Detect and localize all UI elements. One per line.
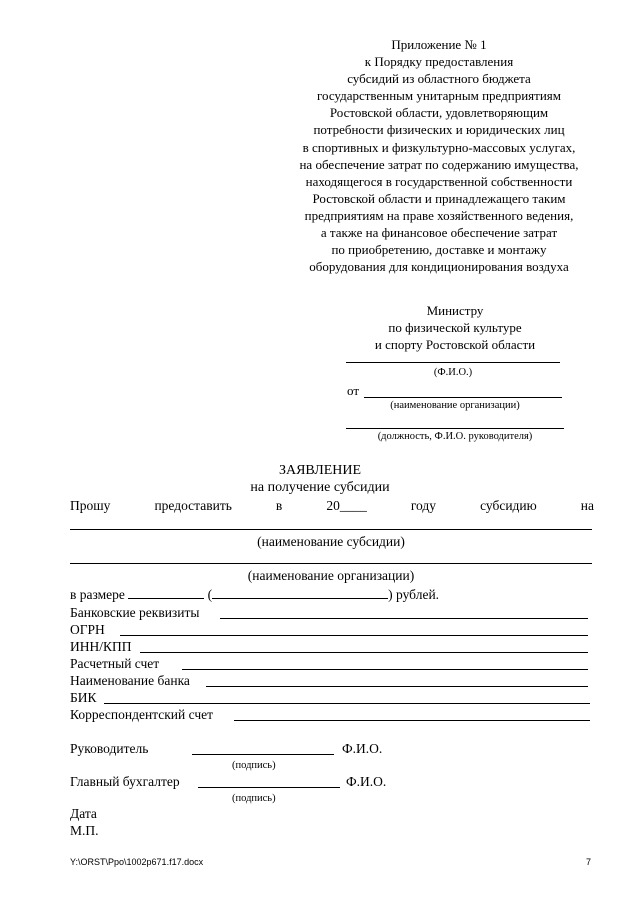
appendix-line: потребности физических и юридических лиц [313,122,565,138]
appendix-line: находящегося в государственной собственности [305,173,573,189]
correspondent-account-label: Корреспондентский счет [70,707,214,722]
request-word: субсидию [480,498,537,513]
appendix-line: предприятиям на праве хозяйственного ведения, [304,207,574,223]
bik-field[interactable] [104,690,590,704]
subsidy-caption: (наименование субсидии) [257,534,405,549]
ogrn-field[interactable] [120,622,588,636]
addressee-line: Министру [426,303,484,318]
inn-kpp-label: ИНН/КПП [70,639,132,654]
request-word: на [580,498,594,513]
organization-caption: (наименование организации) [247,568,415,583]
amount-number-field[interactable] [128,587,204,599]
organization-name-line[interactable] [70,563,592,564]
minister-fio-line[interactable] [346,362,560,363]
head-signature-row [70,741,430,758]
appendix-line: к Порядку предоставления [364,54,514,70]
bank-details-field[interactable] [220,605,588,619]
position-caption: (должность, Ф.И.О. руководителя) [377,431,533,442]
title-main: ЗАЯВЛЕНИЕ [278,463,362,478]
stamp-label: М.П. [70,823,99,838]
bik-label: БИК [70,690,97,705]
request-word: году [410,498,437,513]
bank-name-field[interactable] [206,673,588,687]
accountant-signature-caption: (подпись) [232,793,276,804]
head-signature-caption: (подпись) [232,760,276,771]
head-signature-field[interactable] [192,741,334,755]
ogrn-label: ОГРН [70,622,105,637]
document-title [0,462,640,496]
amount-prefix: в размере [70,587,125,602]
accountant-label: Главный бухгалтер [70,774,180,789]
organization-from-line[interactable] [364,397,562,398]
title-sub: на получение субсидии [250,480,390,495]
request-word: Прошу [70,498,111,513]
accountant-fio: Ф.И.О. [346,774,387,789]
bank-name-label: Наименование банка [70,673,190,688]
appendix-line: по приобретению, доставке и монтажу [331,242,547,258]
addressee-block [330,302,580,353]
subsidy-name-line[interactable] [70,529,592,530]
settlement-account-field[interactable] [182,656,588,670]
appendix-line: на обеспечение затрат по содержанию имущества, [299,156,579,172]
appendix-line: Приложение № 1 [391,37,487,52]
request-word: в [275,498,283,513]
appendix-line: субсидий из областного бюджета [347,71,531,87]
request-line [70,498,594,514]
org-caption: (наименование организации) [390,400,520,411]
head-fio: Ф.И.О. [342,741,383,756]
settlement-account-label: Расчетный счет [70,656,160,671]
accountant-signature-field[interactable] [198,774,340,788]
amount-open-paren: ( [207,587,213,602]
inn-kpp-field[interactable] [140,639,588,653]
fio-caption: (Ф.И.О.) [433,367,473,378]
amount-suffix: ) рублей. [388,587,440,602]
amount-row [70,587,439,603]
appendix-line: Ростовской области, удовлетворяющим [329,105,549,121]
request-year[interactable]: 20____ [326,498,367,513]
from-label: от [347,383,360,398]
addressee-line: и спорту Ростовской области [374,337,536,352]
appendix-header [266,36,612,275]
amount-words-field[interactable] [212,587,388,599]
head-position-line[interactable] [346,428,564,429]
appendix-line: в спортивных и физкультурно-массовых услугах, [302,139,576,155]
addressee-line: по физической культуре [388,320,522,335]
appendix-line: оборудования для кондиционирования воздуха [309,259,569,275]
correspondent-account-field[interactable] [234,707,590,721]
request-word: предоставить [154,498,232,513]
head-label: Руководитель [70,741,149,756]
accountant-signature-row [70,774,430,791]
appendix-line: государственным унитарным предприятиям [316,88,561,104]
footer-file-path: Y:\ORST\Ppo\1002p671.f17.docx [70,857,204,867]
appendix-line: Ростовской области и принадлежащего таким [312,190,566,206]
bank-details-label: Банковские реквизиты [70,605,200,620]
date-label: Дата [70,806,97,821]
appendix-line: а также на финансовое обеспечение затрат [320,225,558,241]
footer-page-number: 7 [586,857,592,867]
